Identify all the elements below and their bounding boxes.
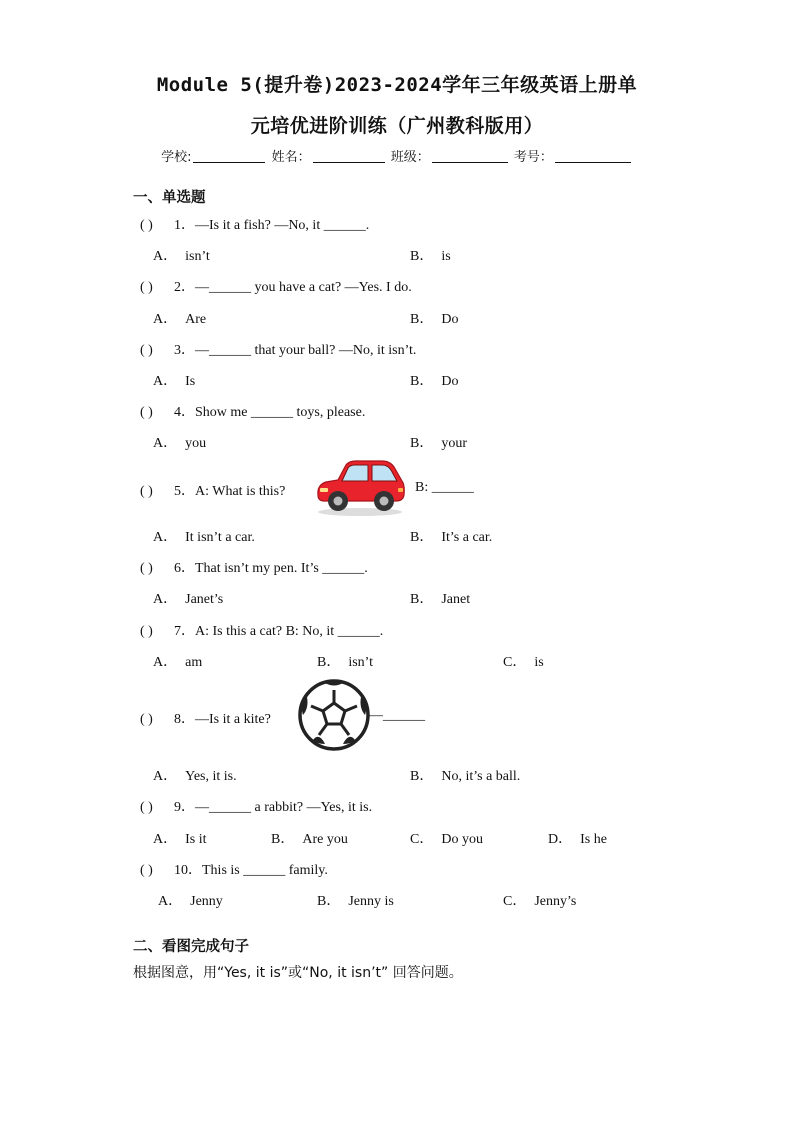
answer-paren[interactable]: ( ) [140,405,153,420]
q9-option-b[interactable]: B． Are you [271,832,348,847]
answer-paren[interactable]: ( ) [140,561,153,576]
q5-option-a[interactable]: A． It isn’t a car. [153,530,255,545]
q6-option-a[interactable]: A． Janet’s [153,592,224,607]
page-title-line1: Module 5(提升卷)2023-2024学年三年级英语上册单 [156,74,638,96]
section2-instruction: 根据图意，用“Yes, it is”或“No, it isn’t” 回答问题。 [133,965,463,981]
answer-paren[interactable]: ( ) [140,712,153,727]
question-10 [140,859,328,879]
student-info-row [0,146,794,165]
exam-no-label: 考号： [513,150,553,165]
answer-paren[interactable]: ( ) [140,484,153,499]
page-title-line2: 元培优进阶训练（广州教科版用） [250,115,544,137]
answer-paren[interactable]: ( ) [140,624,153,639]
section2-heading: 二、看图完成句子 [133,939,249,955]
school-blank[interactable] [193,150,265,163]
q5-option-b[interactable]: B． It’s a car. [410,530,493,545]
answer-paren[interactable]: ( ) [140,280,153,295]
question-text: 10．This is ______ family. [174,863,328,878]
q4-option-a[interactable]: A． you [153,436,207,451]
q7-option-b[interactable]: B． isn’t [317,655,373,670]
question-5 [140,480,285,500]
answer-paren[interactable]: ( ) [140,343,153,358]
q8-option-b[interactable]: B． No, it’s a ball. [410,769,521,784]
q10-option-a[interactable]: A． Jenny [158,894,223,909]
section1-heading: 一、单选题 [133,190,206,206]
q2-option-a[interactable]: A． Are [153,312,207,327]
question-9 [140,796,372,816]
q3-option-a[interactable]: A． Is [153,374,196,389]
answer-paren[interactable]: ( ) [140,863,153,878]
question-text: 7．A: Is this a cat? B: No, it ______. [174,624,384,639]
q3-option-b[interactable]: B． Do [410,374,459,389]
question-6 [140,557,368,577]
q10-option-c[interactable]: C． Jenny’s [503,894,577,909]
name-label: 姓名： [271,150,311,165]
question-8-answer-prompt: —______ [369,708,425,723]
q9-option-a[interactable]: A． Is it [153,832,207,847]
question-text: 6．That isn’t my pen. It’s ______. [174,561,368,576]
question-text: 1．—Is it a fish? —No, it ______. [174,218,370,233]
question-5-answer-prompt: B: ______ [415,480,474,495]
name-blank[interactable] [313,150,385,163]
q7-option-c[interactable]: C． is [503,655,544,670]
answer-paren[interactable]: ( ) [140,800,153,815]
q8-option-a[interactable]: A． Yes, it is. [153,769,237,784]
class-blank[interactable] [432,150,508,163]
question-1 [140,214,369,234]
q1-option-b[interactable]: B． is [410,249,451,264]
question-4 [140,401,365,421]
q1-option-a[interactable]: A． isn’t [153,249,210,264]
car-image [312,455,408,517]
q9-option-c[interactable]: C． Do you [410,832,483,847]
question-7 [140,620,383,640]
question-text: 3．—______ that your ball? —No, it isn’t. [174,343,417,358]
question-2 [140,276,412,296]
q10-option-b[interactable]: B． Jenny is [317,894,394,909]
school-label: 学校: [161,150,192,165]
question-text: 5．A: What is this? [174,484,286,499]
q4-option-b[interactable]: B． your [410,436,468,451]
question-3 [140,339,416,359]
q9-option-d[interactable]: D． Is he [548,832,607,847]
answer-paren[interactable]: ( ) [140,218,153,233]
question-text: 9．—______ a rabbit? —Yes, it is. [174,800,373,815]
question-text: 2．—______ you have a cat? —Yes. I do. [174,280,412,295]
question-text: 4．Show me ______ toys, please. [174,405,366,420]
q2-option-b[interactable]: B． Do [410,312,459,327]
q7-option-a[interactable]: A． am [153,655,203,670]
soccer-ball-image [297,678,371,752]
question-8 [140,708,271,728]
q6-option-b[interactable]: B． Janet [410,592,471,607]
exam-no-blank[interactable] [555,150,631,163]
class-label: 班级： [390,150,430,165]
question-text: 8．—Is it a kite? [174,712,271,727]
